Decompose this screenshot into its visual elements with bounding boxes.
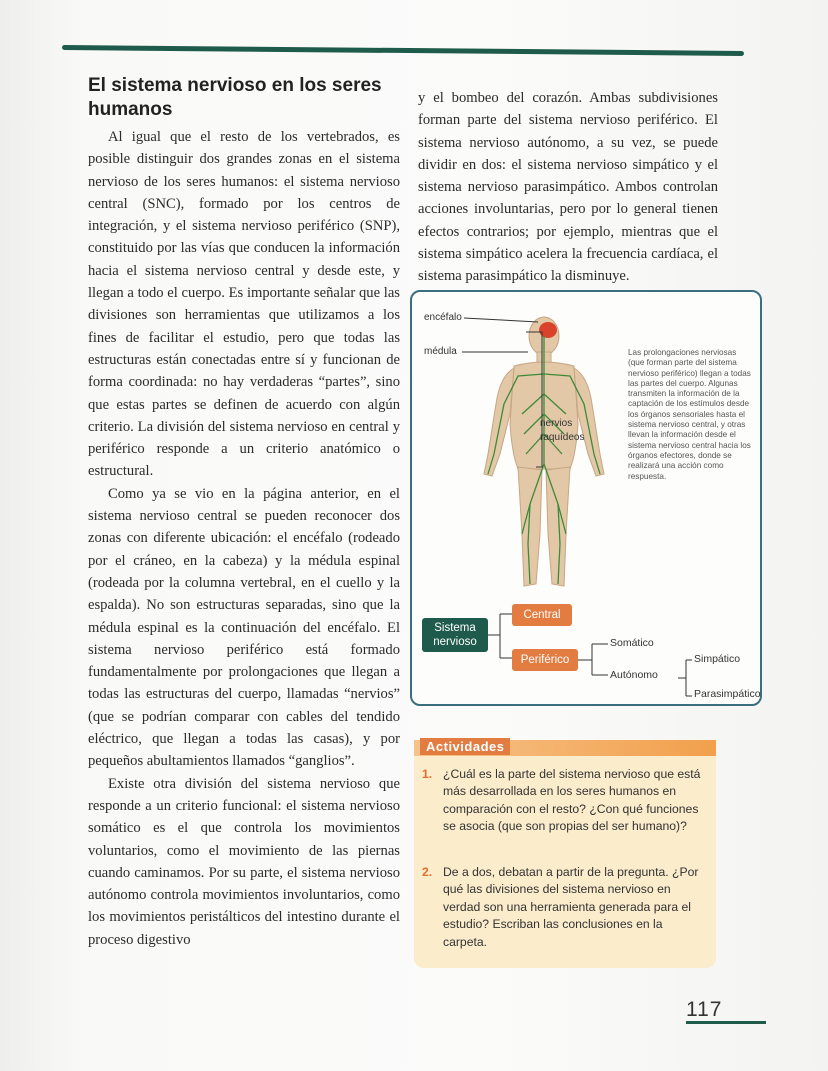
activities-title: Actividades (420, 738, 510, 755)
somatico-label: Somático (610, 637, 654, 649)
right-column (418, 87, 718, 288)
nervous-system-figure (410, 290, 762, 706)
left-column (88, 74, 400, 951)
label-encefalo: encéfalo (424, 312, 462, 323)
label-nervios: nervios (540, 418, 573, 429)
central-box: Central (512, 604, 572, 626)
simpatico-label: Simpático (694, 653, 741, 665)
activity-2-text: De a dos, debatan a partir de la pregunta. ¿Por qué las divisiones del sistema nervioso en verdad son una herramienta generada para el estudio? Escriban las conclusiones en la carpeta. (443, 865, 699, 949)
label-medula: médula (424, 346, 457, 357)
activity-1 (422, 766, 706, 836)
sistema-line-2: nervioso (433, 636, 477, 648)
parasimpatico-label: Parasimpático (694, 688, 761, 700)
activity-2 (422, 864, 706, 951)
sistema-nervioso-box (422, 618, 488, 652)
activity-1-number: 1. (422, 767, 433, 781)
top-rule (62, 45, 744, 56)
page-number: 117 (686, 998, 723, 1021)
sistema-line-1: Sistema (434, 622, 476, 634)
paragraph-2: Como ya se vio en la página anterior, en el sistema nervioso central se pueden reconocer dos zonas con diferente ubicación: el encéfalo (rodeado por el cráneo, en la cabeza) y la médula espinal (rodeada por la columna vertebral, en el cuello y la espalda). No son estructuras separadas, sino que la médula espinal es la continuación del encéfalo. El sistema nervioso periférico está formado fundamentalmente por prolongaciones que llegan a todas las estructuras del cuerpo, llamadas “nervios” (que se podrían comparar con cables del tendido eléctrico, que llegan a todas las casas), y por pequeños abultamientos llamados “ganglios”. (88, 485, 400, 770)
activities-box (414, 740, 716, 968)
page-number-rule (686, 1021, 766, 1024)
paragraph-3: Existe otra división del sistema nervioso que responde a un criterio funcional: el sistema nervioso somático es el que controla los movimientos voluntarios, como el movimiento de las piernas cuando caminamos. Por su parte, el sistema nervioso autónomo controla movimientos involuntarios, como los movimientos peristálticos del intestino durante el proceso digestivo (88, 775, 400, 948)
paragraph-1: Al igual que el resto de los vertebrados, es posible distinguir dos grandes zonas en el sistema nervioso de los seres humanos: el sistema nervioso central (SNC), formado por los centros de integración, y el sistema nervioso periférico (SNP), constituido por las vías que conducen la información hacia el sistema nervioso central y desde este, y llegan a todo el cuerpo. Es importante señalar que las divisiones son herramientas que utilizamos a los fines de facilitar el estudio, pero que todas las estructuras están conectadas entre sí y funcionan de forma coordinada: no hay verdaderas “partes”, sino que estas partes se definen de acuerdo con algún criterio. La división del sistema nervioso en central y periférico responde a un criterio anatómico o estructural. (88, 129, 400, 480)
activity-1-text: ¿Cuál es la parte del sistema nervioso que está más desarrollada en los seres humanos en comparación con el resto? ¿Con qué funciones se asocia (que son propias del ser humano)? (443, 767, 701, 834)
figure-caption: Las prolongaciones nerviosas (que forman parte del sistema nervioso periférico) llegan a todas las partes del cuerpo. Algunas transmiten la información de la captación de los estímulos desde los órganos sensoriales hasta el sistema nervioso central, y otras llevan la información desde el sistema nervioso central hacia los órganos efectores, donde se realizará una acción como respuesta. (628, 348, 751, 481)
activity-2-number: 2. (422, 865, 433, 879)
paragraph-continuation: y el bombeo del corazón. Ambas subdivisiones forman parte del sistema nervioso periférico. El sistema nervioso autónomo, a su vez, se puede dividir en dos: el sistema nervioso simpático y el sistema nervioso parasimpático. Ambos controlan acciones involuntarias, pero por lo general tienen efectos contrarios; por ejemplo, mientras que el sistema simpático acelera la frecuencia cardíaca, el sistema parasimpático la disminuye. (418, 90, 718, 285)
autonomo-label: Autónomo (610, 669, 658, 681)
section-title: El sistema nervioso en los seres humanos (88, 75, 382, 120)
periferico-box: Periférico (512, 649, 578, 671)
label-raquideos: raquídeos (540, 432, 585, 443)
activities-header-bar (414, 740, 716, 756)
